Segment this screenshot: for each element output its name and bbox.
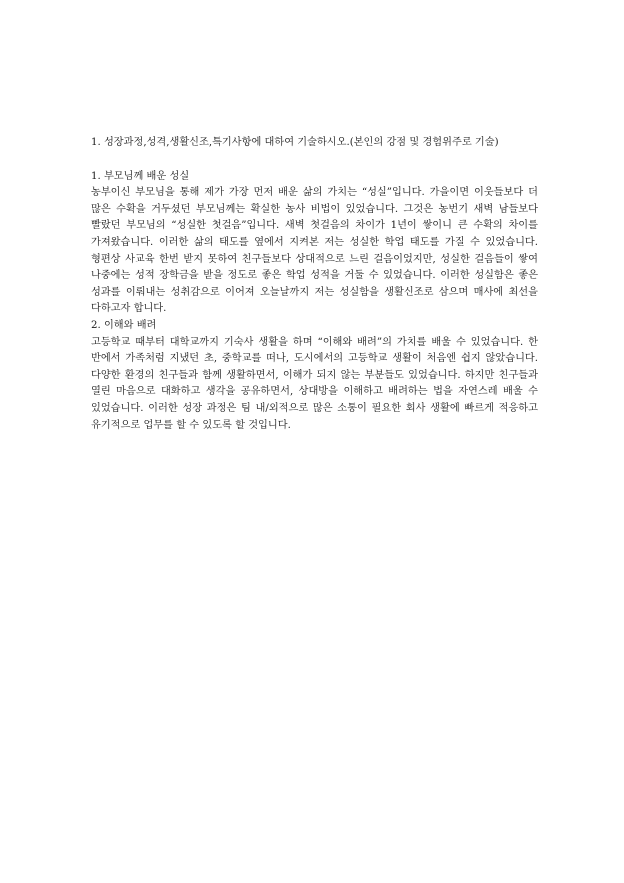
question-heading: 1. 성장과정,성격,생활신조,특기사항에 대하여 기술하시오.(본인의 강점 및 경험위주로 기술) (91, 137, 499, 148)
section-body-understanding: 고등학교 때부터 대학교까지 기숙사 생활을 하며 “이해와 배려”의 가치를 배울 수 있었습니다. 한 반에서 가족처럼 지냈던 초, 중학교를 떠나, 도시에서의 고등학교 생활이 처음엔 쉽지 않았습니다. 다양한 환경의 친구들과 함께 생활하면서, 이해가 되지 않는 부분들도 있었습니다. 하지만 친구들과 열린 마음으로 대화하고 생각을 공유하면서, 상대방을 이해하고 배려하는 법을 자연스레 배울 수 있었습니다. 이러한 성장 과정은 팀 내/외적으로 많은 소통이 필요한 회사 생활에 빠르게 적응하고 유기적으로 업무를 할 수 있도록 할 것입니다. (91, 336, 538, 431)
section-title-diligence: 1. 부모님께 배운 성실 (91, 170, 190, 182)
document-content (91, 135, 538, 434)
section-title-understanding: 2. 이해와 배려 (91, 319, 157, 331)
section-body-diligence: 농부이신 부모님을 통해 제가 가장 먼저 배운 삶의 가치는 “성실”입니다. 가을이면 이웃들보다 더 많은 수확을 거두셨던 부모님께는 확실한 농사 비법이 있었습니다. 그것은 농번기 새벽 남들보다 빨랐던 부모님의 “성실한 첫걸음”입니다. 새벽 첫걸음의 차이가 1년이 쌓이니 큰 수확의 차이를 가져왔습니다. 이러한 삶의 태도를 옆에서 지켜본 저는 성실한 학업 태도를 가질 수 있었습니다. 형편상 사교육 한번 받지 못하여 친구들보다 상대적으로 느린 걸음이었지만, 성실한 걸음들이 쌓여 나중에는 성적 장학금을 받을 정도로 좋은 학업 성적을 거둘 수 있었습니다. 이러한 성실함은 좋은 성과를 이뤄내는 성취감으로 이어져 오늘날까지 저는 성실함을 생활신조로 삼으며 매사에 최선을 다하고자 합니다. (91, 187, 538, 315)
